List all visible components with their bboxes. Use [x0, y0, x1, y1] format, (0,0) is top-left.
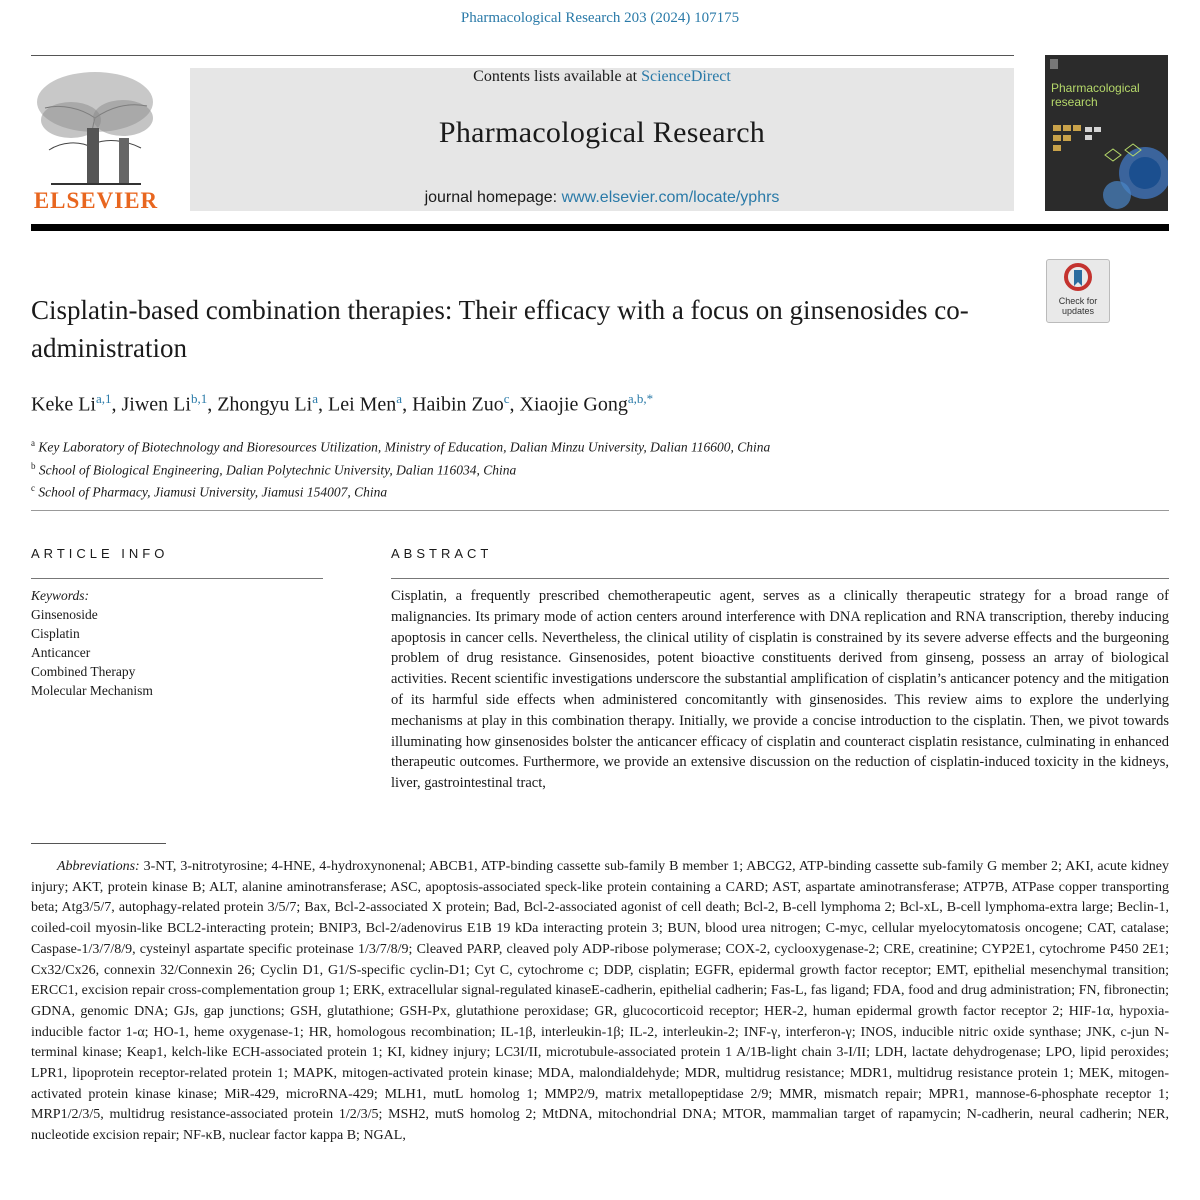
author-affil-mark[interactable]: a — [312, 391, 318, 406]
elsevier-tree-icon — [31, 68, 161, 186]
journal-masthead — [190, 68, 1014, 211]
affiliation-text: Key Laboratory of Biotechnology and Bioresources Utilization, Ministry of Education, Dalian Minzu University, Dalian 116600, China — [38, 439, 771, 455]
author-name[interactable]: Xiaojie Gong — [519, 393, 628, 416]
header-rule — [31, 55, 1014, 56]
cover-artwork-icon — [1045, 55, 1168, 211]
author-name[interactable]: Zhongyu Li — [217, 393, 313, 416]
abstract-rule — [391, 578, 1169, 579]
author-list: Keke Li$^{a,1}$, Jiwen Li$^{b,1}$, Zhongyu Li$^a$, Lei Men$^a$, Haibin Zuo$^c$, Xiaojie Gong$^{a,b,*}$ — [31, 391, 654, 416]
keyword-item: Cisplatin — [31, 626, 80, 641]
abstract-text: Cisplatin, a frequently prescribed chemotherapeutic agent, serves as a clinically therapeutic strategy for a broad range of malignancies. Its primary mode of action centers around interference with DNA replication and RNA transcription, thereby inducing apoptosis in cancer cells. Nevertheless, the clinical utility of cisplatin is constrained by its severe adverse effects and the burgeoning problem of drug resistance. Ginsenosides, potent bioactive constituents derived from ginseng, possess an array of biological activities. Recent scientific investigations underscore the substantial amplification of cisplatin’s anticancer potency and the mitigation of its harmful side effects when administered concomitantly with ginsenosides. This review aims to explore the underlying mechanisms at play in this combination therapy. Initially, we provide a concise introduction to the cisplatin. Then, we pivot towards illuminating how ginsenosides bolster the anticancer efficacy of cisplatin and counteract cisplatin resistance, culminating in enhanced therapeutic outcomes. Furthermore, we provide an extensive discussion on the reduction of cisplatin-induced toxicity in the kidneys, liver, gastrointestinal tract, — [391, 588, 1169, 792]
affiliation-item — [31, 479, 770, 502]
keyword-item: Combined Therapy — [31, 664, 136, 679]
affiliation-mark: c — [31, 483, 35, 493]
keyword-item: Molecular Mechanism — [31, 683, 153, 698]
check-for-updates-badge[interactable] — [1046, 259, 1110, 323]
homepage-line — [190, 189, 1014, 207]
homepage-prefix: journal homepage: — [424, 189, 562, 206]
affiliations — [31, 434, 770, 502]
cover-title: Pharmacological research — [1051, 81, 1140, 109]
publisher-name: ELSEVIER — [33, 188, 159, 213]
affiliation-item — [31, 434, 770, 457]
abbreviations-footnote — [31, 857, 1169, 1147]
article-info-rule — [31, 578, 323, 579]
journal-title: Pharmacological Research — [438, 116, 766, 149]
author-name[interactable]: Keke Li — [31, 393, 96, 416]
affiliation-mark: a — [31, 438, 35, 448]
check-for-updates-label: Check for updates — [1058, 296, 1098, 316]
journal-citation[interactable]: Pharmacological Research 203 (2024) 107175 — [460, 10, 740, 26]
article-title: Cisplatin-based combination therapies: Their efficacy with a focus on ginsenosides co-administration — [31, 295, 969, 363]
affiliation-text: School of Pharmacy, Jiamusi University, Jiamusi 154007, China — [38, 484, 388, 500]
keyword-item: Anticancer — [31, 645, 91, 660]
bookmark-ring-icon — [1047, 260, 1109, 296]
author-affil-mark[interactable]: c — [503, 391, 510, 406]
keyword-item: Ginsenoside — [31, 607, 98, 622]
author-name[interactable]: Lei Men — [327, 393, 397, 416]
affiliation-mark: b — [31, 460, 36, 471]
keywords-label: Keywords: — [31, 588, 89, 603]
contents-line — [190, 68, 1014, 86]
affiliation-text: School of Biological Engineering, Dalian Polytechnic University, Dalian 116034, China — [38, 462, 517, 477]
homepage-link[interactable]: www.elsevier.com/locate/yphrs — [561, 189, 780, 206]
author-affil-mark[interactable]: a — [396, 391, 403, 406]
elsevier-logo[interactable] — [31, 68, 161, 214]
author-name[interactable]: Haibin Zuo — [412, 393, 504, 416]
abbreviations-text: 3-NT, 3-nitrotyrosine; 4-HNE, 4-hydroxynonenal; ABCB1, ATP-binding cassette sub-family B member 1; ABCG2, ATP-binding cassette sub-family G member 2; AKI, acute kidney injury; AKT, protein kinase B; ALT, alanine aminotransferase; ASC, apoptosis-associated speck-like protein containing a CARD; AST, aspartate aminotransferase; ATP7B, ATPase copper transporting beta; Atg3/5/7, autophagy-related protein 3/5/7; Bax, Bcl-2-associated X protein; Bad, Bcl-2-associated agonist of cell death; Bcl-2, B-cell lymphoma 2; Bcl-xL, B-cell lymphoma-extra large; Beclin-1, coiled-coil myosin-like BCL2-interacting protein; BNIP3, Bcl-2/adenovirus E1B 19 kDa interacting protein 3; BUN, blood urea nitrogen; C-myc, cellular myelocytomatosis oncogene; CAT, catalase; Caspase-1/3/7/8/9, cysteinyl aspartate specific proteinase 1/3/7/8/9; Cleaved PARP, cleaved poly ADP-ribose polymerase; COX-2, cyclooxygenase-2; CRE, creatinine; CYP2E1, cytochrome P450 2E1; Cx32/Cx26, connexin 32/Connexin 26; Cyclin D1, G1/S-specific cyclin-D1; Cyt C, cytochrome c; DDP, cisplatin; EGFR, epidermal growth factor receptor; EMT, epithelial mesenchymal transition; ERCC1, excision repair cross-complementation group 1; ERK, extracellular signal-regulated kinaseE-cadherin, epithelial cadherin; Fas-L, fas ligand; FDA, food and drug administration; FN, fibronectin; GDNA, genomic DNA; GJs, gap junctions; GSH, glutathione; GSH-Px, glutathione peroxidase; GR, glucocorticoid receptor; HER-2, human epidermal growth factor receptor 2; HIF-1α, hypoxia-inducible factor 1-α; HO-1, heme oxygenase-1; HR, homologous recombination; IL-1β, interleukin-1β; IL-2, interleukin-2; INF-γ, interferon-γ; INOS, inducible nitric oxide synthase; JNK, c-jun N-terminal kinase; Keap1, kelch-like ECH-associated protein 1; KI, kidney injury; LC3I/II, microtubule-associated protein 1 A/1B-light chain 3-I/II; LDH, lactate dehydrogenase; LPO, lipid peroxides; LPR1, lipoprotein receptor-related protein 1; MAPK, mitogen-activated protein kinase; MDA, malondialdehyde; MDR, multidrug resistance; MDR1, multidrug resistance protein 1; MEK, mitogen-activated protein kinase kinase; MiR-429, microRNA-429; MLH1, mutL homolog 1; MMP2/9, matrix metallopeptidase 2/9; MMR, mismatch repair; MPR1, mannose-6-phosphate receptor 1; MRP1/2/3/5, multidrug resistance-associated protein 1/2/3/5; MSH2, mutS homolog 2; MtDNA, mitochondrial DNA; MTOR, mammalian target of rapamycin; N-cadherin, neural cadherin; NER, nucleotide excision repair; NF-κB, nuclear factor kappa B; NGAL, — [31, 859, 1170, 1144]
section-divider — [31, 510, 1169, 511]
abstract-heading: ABSTRACT — [391, 546, 493, 561]
journal-cover[interactable] — [1045, 55, 1168, 211]
masthead-rule — [31, 224, 1169, 231]
keywords-block — [31, 586, 153, 700]
author-affil-mark[interactable]: a,1 — [95, 391, 112, 406]
article-info-heading: ARTICLE INFO — [31, 546, 169, 561]
author-name[interactable]: Jiwen Li — [121, 393, 191, 416]
affiliation-item — [31, 457, 770, 480]
abbreviations-label: Abbreviations: — [57, 859, 140, 874]
contents-prefix: Contents lists available at — [473, 68, 642, 85]
footnote-rule — [31, 843, 166, 844]
author-affil-mark[interactable]: a,b,* — [627, 391, 654, 406]
author-affil-mark[interactable]: b,1 — [190, 391, 208, 406]
sciencedirect-link[interactable]: ScienceDirect — [641, 68, 731, 85]
